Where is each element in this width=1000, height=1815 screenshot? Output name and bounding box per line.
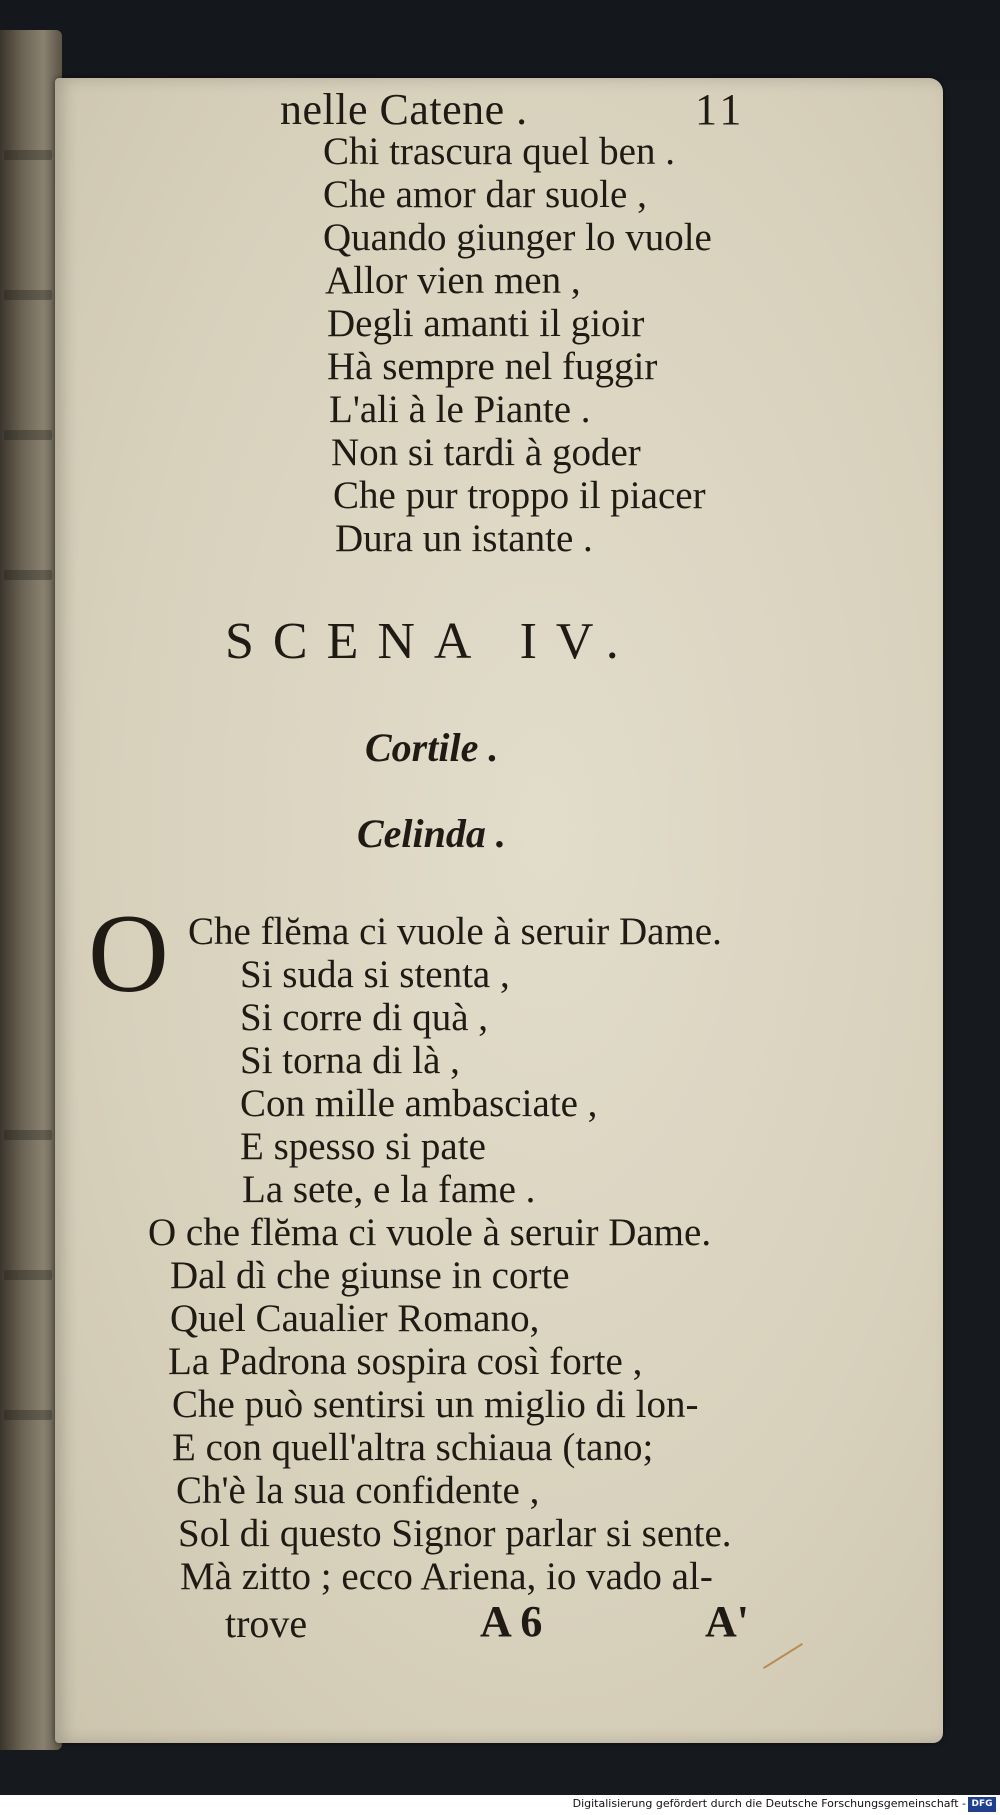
speech-line: Mà zitto ; ecco Ariena, io vado al- — [180, 1555, 713, 1598]
speech-line: Si torna di là , — [240, 1039, 460, 1082]
bleed-mark — [4, 1410, 52, 1420]
verse-line: Dura un istante . — [335, 517, 593, 560]
speech-line: Che può sentirsi un miglio di lon- — [172, 1383, 699, 1426]
drop-cap: O — [88, 892, 169, 1016]
bleed-mark — [4, 290, 52, 300]
speech-line: La Padrona sospira così forte , — [168, 1340, 643, 1383]
scan-backdrop — [0, 0, 1000, 80]
speech-line: E spesso si pate — [240, 1125, 486, 1168]
attribution-text: Digitalisierung gefördert durch die Deutsche Forschungsgemeinschaft - — [572, 1797, 966, 1810]
verse-line: Chi trascura quel ben . — [323, 130, 675, 173]
verse-line: Che pur troppo il piacer — [333, 474, 706, 517]
dfg-logo[interactable]: DFG — [968, 1797, 996, 1812]
scene-heading: SCENA IV. — [225, 613, 638, 670]
bleed-mark — [4, 430, 52, 440]
bleed-mark — [4, 570, 52, 580]
scene-location: Cortile . — [365, 725, 499, 770]
signature-mark: A 6 — [480, 1597, 543, 1646]
running-head: nelle Catene . — [280, 85, 528, 134]
speech-line: O che flĕma ci vuole à seruir Dame. — [148, 1211, 712, 1254]
speaker-name: Celinda . — [357, 811, 506, 856]
speech-line: Ch'è la sua confidente , — [176, 1469, 540, 1512]
speech-line: Dal dì che giunse in corte — [170, 1254, 570, 1297]
verse-line: Degli amanti il gioir — [327, 302, 645, 345]
speech-line: Si corre di quà , — [240, 996, 489, 1039]
verse-line: Quando giunger lo vuole — [323, 216, 712, 259]
facing-page-edge — [0, 30, 62, 1750]
verse-line: L'ali à le Piante . — [329, 388, 591, 431]
speech-line: E con quell'altra schiaua (tano; — [172, 1426, 654, 1469]
speech-line: Sol di questo Signor parlar si sente. — [178, 1512, 732, 1555]
speech-line: La sete, e la fame . — [242, 1168, 536, 1211]
page-number: 11 — [695, 85, 746, 134]
speech-line: Si suda si stenta , — [240, 953, 510, 996]
verse-line: Hà sempre nel fuggir — [327, 345, 658, 388]
verse-line: Che amor dar suole , — [323, 173, 647, 216]
verse-line: Non si tardi à goder — [331, 431, 641, 474]
bleed-mark — [4, 150, 52, 160]
bleed-mark — [4, 1130, 52, 1140]
bleed-mark — [4, 1270, 52, 1280]
catchword: trove — [225, 1601, 308, 1646]
verse-line: Allor vien men , — [325, 259, 581, 302]
secondary-signature-mark: A' — [705, 1597, 749, 1646]
speech-line: Quel Caualier Romano, — [170, 1297, 540, 1340]
speech-line: Con mille ambasciate , — [240, 1082, 598, 1125]
speech-line: Che flĕma ci vuole à seruir Dame. — [188, 910, 722, 953]
